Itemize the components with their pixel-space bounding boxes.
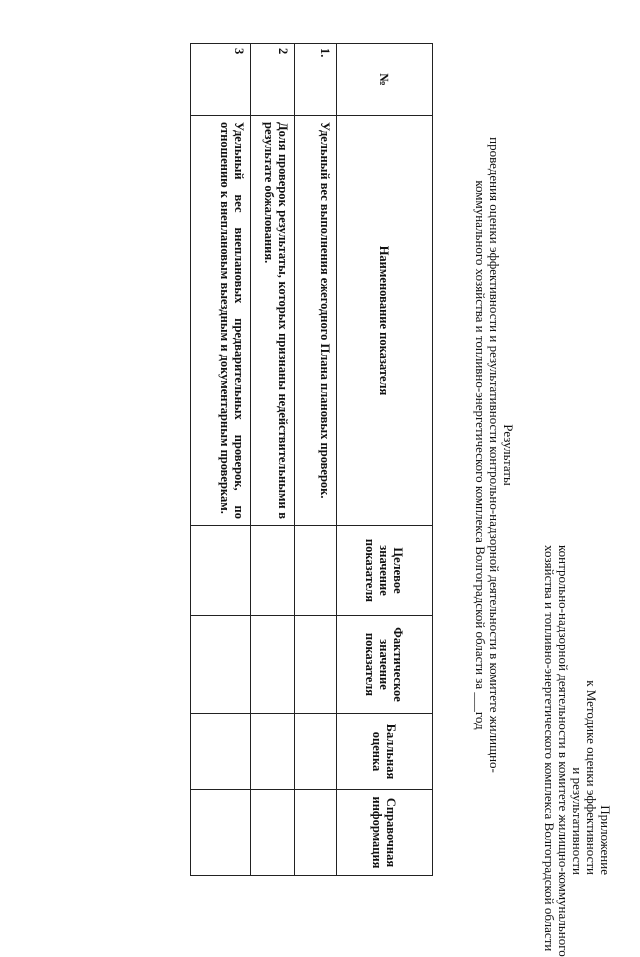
cell-reference <box>295 790 337 876</box>
col-header-actual: Фактическое значение показателя <box>337 616 433 714</box>
table-row <box>191 44 251 876</box>
table-row <box>251 44 295 876</box>
col-header-target: Целевое значение показателя <box>337 526 433 616</box>
results-subtitle-line: коммунального хозяйства и топливно-энергетического комплекса Волгоградской области за ___год <box>473 180 488 730</box>
appendix-line: к Методике оценки эффективности <box>584 680 599 875</box>
results-table <box>190 43 433 876</box>
table-row <box>295 44 337 876</box>
appendix-line: контрольно-надзорной деятельности в комитете жилищно-коммунального <box>556 545 571 957</box>
appendix-line: и результативности <box>570 767 585 875</box>
cell-score <box>295 714 337 790</box>
cell-actual <box>295 616 337 714</box>
results-title: Результаты <box>501 424 516 486</box>
cell-reference <box>251 790 295 876</box>
col-header-score: Балльная оценка <box>337 714 433 790</box>
cell-target <box>191 526 251 616</box>
cell-num: 3 <box>191 44 251 116</box>
cell-name: Удельный вес внеплановых предварительных проверок, по отношению к внеплановым выездным и документарным проверкам. <box>191 116 251 526</box>
cell-name: Удельный вес выполнения ежегодного Плана плановых проверок. <box>295 116 337 526</box>
col-header-reference: Справочная информация <box>337 790 433 876</box>
cell-score <box>251 714 295 790</box>
appendix-header <box>542 545 613 957</box>
col-header-name: Наименование показателя <box>337 116 433 526</box>
col-header-num: № <box>337 44 433 116</box>
results-subtitle-line: проведения оценки эффективности и результативности контрольно-надзорной деятельности в комитете жилищно- <box>487 137 502 773</box>
results-heading <box>473 75 515 835</box>
cell-num: 1. <box>295 44 337 116</box>
appendix-line: хозяйства и топливно-энергетического комплекса Волгоградской области <box>542 545 557 952</box>
cell-actual <box>251 616 295 714</box>
cell-reference <box>191 790 251 876</box>
cell-score <box>191 714 251 790</box>
appendix-line: Приложение <box>598 805 613 875</box>
cell-num: 2 <box>251 44 295 116</box>
cell-name: Доля проверок результаты, которых признаны недействительными в результате обжалования. <box>251 116 295 526</box>
cell-actual <box>191 616 251 714</box>
table-header-row <box>337 44 433 876</box>
cell-target <box>251 526 295 616</box>
cell-target <box>295 526 337 616</box>
